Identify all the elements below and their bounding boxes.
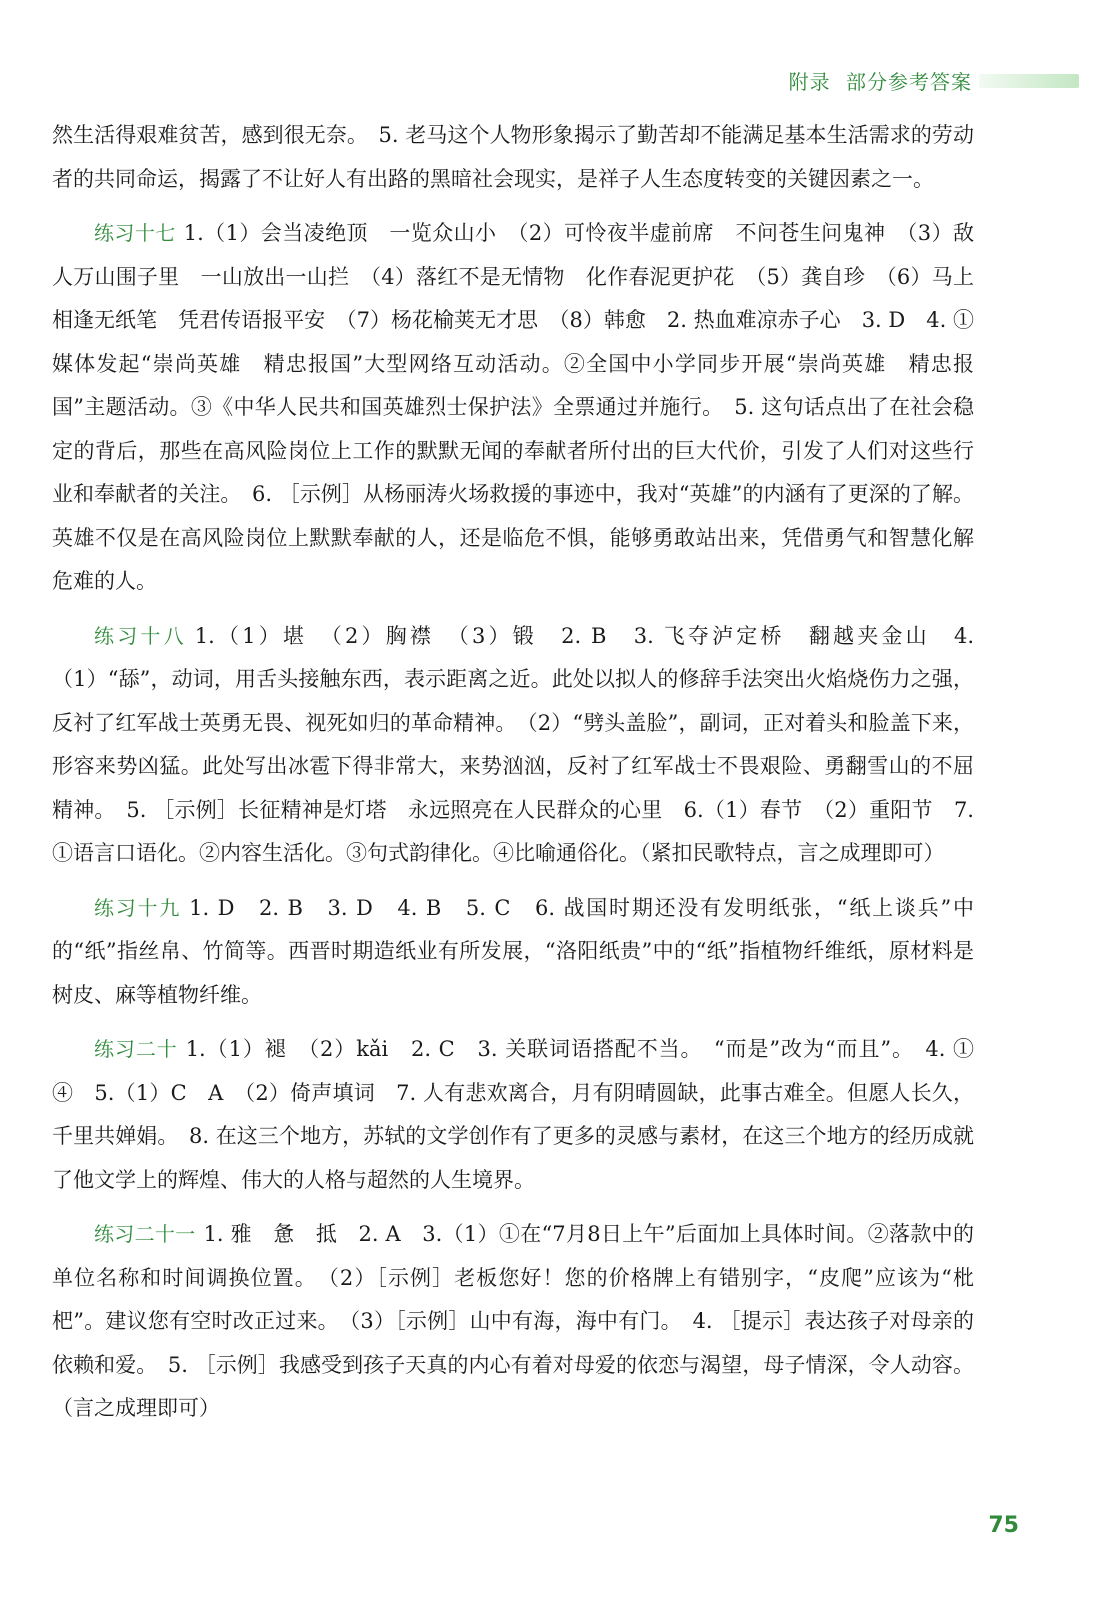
section-label: 练习二十一 xyxy=(94,1222,196,1246)
section-label: 练习二十 xyxy=(94,1037,178,1061)
header-title: 部分参考答案 xyxy=(846,70,972,94)
section-text: 1.（1）褪 （2）kǎi 2. C 3. 关联词语搭配不当。 “而是”改为“而且”。 4. ① ④ 5.（1）C A （2）倚声填词 7. 人有悲欢离合，月有阴晴圆缺，此事古难全。但愿人长久，千里共婵娟。 8. 在这三个地方，苏轼的文学创作有了更多的灵感与素材，在这三个地方的经历成就了他文学上的辉煌、伟大的人格与超然的人生境界。 xyxy=(52,1037,995,1192)
intro-paragraph: 然生活得艰难贫苦，感到很无奈。 5. 老马这个人物形象揭示了勤苦却不能满足基本生活需求的劳动者的共同命运，揭露了不让好人有出路的黑暗社会现实，是祥子人生态度转变的关键因素之一。 xyxy=(52,123,974,191)
section-label: 练习十七 xyxy=(94,221,176,245)
section-label: 练习十八 xyxy=(94,623,187,648)
section-19 xyxy=(52,887,974,1018)
section-17 xyxy=(52,212,974,604)
header-decor-bar xyxy=(979,74,1079,88)
section-text: 1.（1）堪 （2）胸襟 （3）锻 2. B 3. 飞夺泸定桥 翻越夹金山 4.（1）“舔”，动词，用舌头接触东西，表示距离之近。此处以拟人的修辞手法突出火焰烧伤力之强，反衬了红军战士英勇无畏、视死如归的革命精神。 （2）“劈头盖脸”，副词，正对着头和脸盖下来，形容来势凶猛。此处写出冰雹下得非常大，来势汹汹，反衬了红军战士不畏艰险、勇翻雪山的不屈精神。 5. ［示例］长征精神是灯塔 永远照亮在人民群众的心里 6.（1）春节 （2）重阳节 7. ①语言口语化。②内容生活化。③句式韵律化。④比喻通俗化。（紧扣民歌特点，言之成理即可） xyxy=(52,623,975,865)
section-text: 1.（1）会当凌绝顶 一览众山小 （2）可怜夜半虚前席 不问苍生问鬼神 （3）敌人万山围子里 一山放出一山拦 （4）落红不是无情物 化作春泥更护花 （5）龚自珍 （6）马上相逢无纸笔 凭君传语报平安 （7）杨花榆荚无才思 （8）韩愈 2. 热血难凉赤子心 3. D 4. ①媒体发起“崇尚英雄 精忠报国”大型网络互动活动。②全国中小学同步开展“崇尚英雄 精忠报国”主题活动。③《中华人民共和国英雄烈士保护法》全票通过并施行。 5. 这句话点出了在社会稳定的背后，那些在高风险岗位上工作的默默无闻的奉献者所付出的巨大代价，引发了人们对这些行业和奉献者的关注。 6. ［示例］从杨丽涛火场救援的事迹中，我对“英雄”的内涵有了更深的了解。英雄不仅是在高风险岗位上默默奉献的人，还是临危不惧，能够勇敢站出来，凭借勇气和智慧化解危难的人。 xyxy=(52,221,974,593)
section-text: 1. 雅 惫 抵 2. A 3.（1）①在“7月8日上午”后面加上具体时间。②落款中的单位名称和时间调换位置。 （2）［示例］老板您好！您的价格牌上有错别字，“皮爬”应该为“枇杷”。建议您有空时改正过来。 （3）［示例］山中有海，海中有门。 4. ［提示］表达孩子对母亲的依赖和爱。 5. ［示例］我感受到孩子天真的内心有着对母爱的依恋与渴望，母子情深，令人动容。（言之成理即可） xyxy=(52,1222,974,1420)
section-21 xyxy=(52,1213,974,1431)
section-text: 1. D 2. B 3. D 4. B 5. C 6. 战国时期还没有发明纸张，“纸上谈兵”中的“纸”指丝帛、竹简等。西晋时期造纸业有所发展，“洛阳纸贵”中的“纸”指植物纤维纸，原材料是树皮、麻等植物纤维。 xyxy=(52,895,974,1007)
section-label: 练习十九 xyxy=(94,895,182,920)
section-18 xyxy=(52,615,974,876)
answer-content xyxy=(52,114,995,1431)
section-20 xyxy=(52,1028,995,1202)
header-appendix: 附录 xyxy=(788,70,831,94)
running-header xyxy=(781,66,972,95)
page-number: 75 xyxy=(988,1513,1019,1538)
